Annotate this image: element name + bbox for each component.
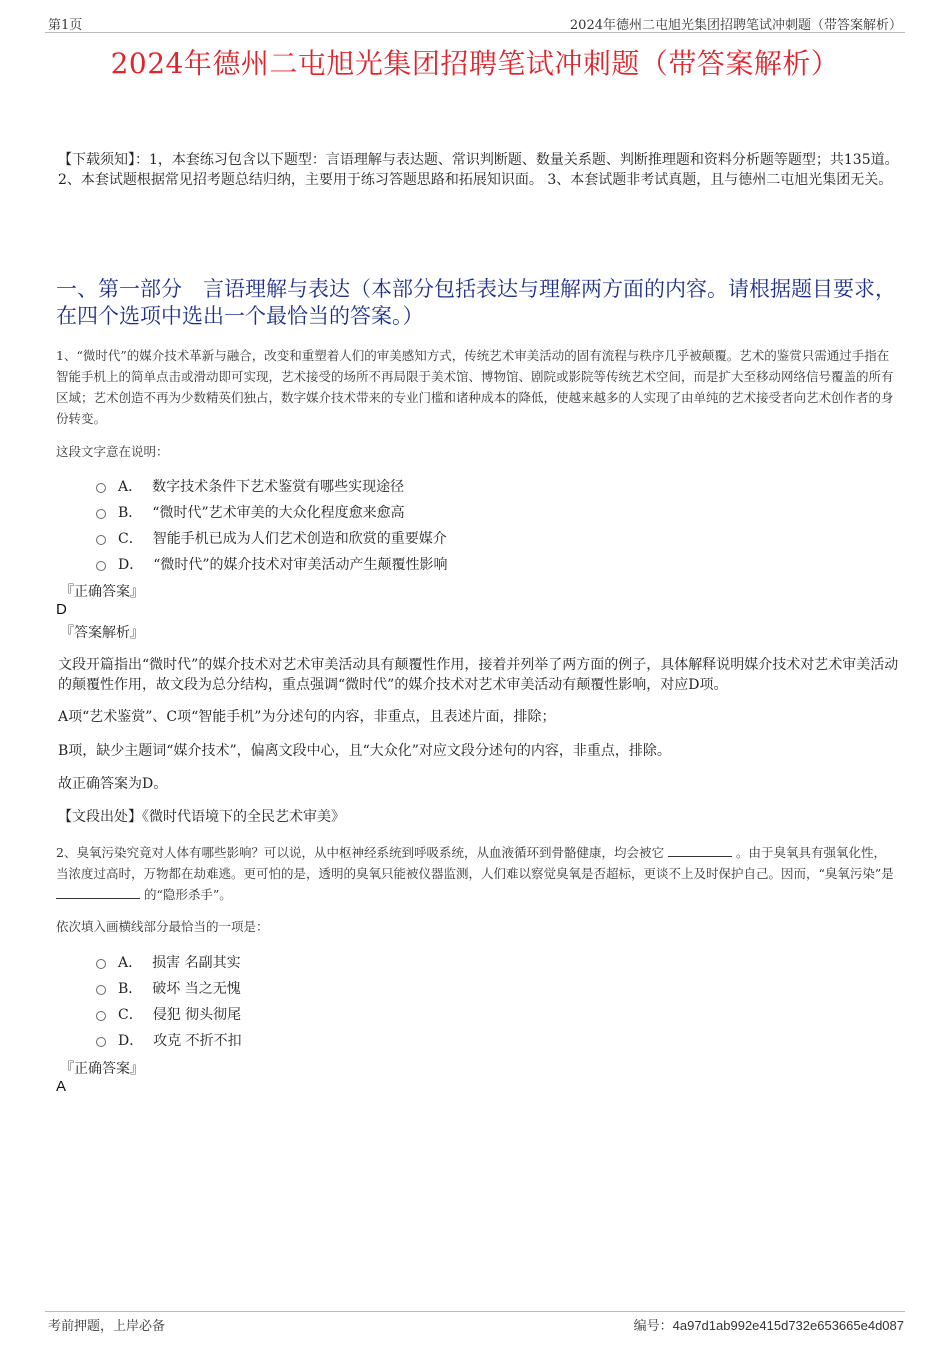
radio-icon[interactable]	[96, 509, 106, 519]
answer-label: 『正确答案』	[60, 1061, 144, 1077]
fill-blank[interactable]	[56, 886, 140, 899]
source-citation: 【文段出处】《微时代语境下的全民艺术审美》	[58, 809, 345, 825]
section-heading: 一、第一部分 言语理解与表达（本部分包括表达与理解两方面的内容。请根据题目要求，在四个选项中选出一个最恰当的答案。）	[56, 277, 896, 328]
q2-option-d[interactable]	[96, 1030, 242, 1050]
analysis-paragraph: 文段开篇指出“微时代”的媒介技术对艺术审美活动具有颠覆性作用，接着并列举了两方面的例子，具体解释说明媒介技术对艺术审美活动的颠覆性作用，故文段为总分结构，重点强调“微时代”的媒介技术对艺术审美活动有颠覆性影响，对应D项。	[58, 657, 899, 693]
option-text: “微时代”的媒介技术对审美活动产生颠覆性影响	[153, 557, 448, 573]
option-letter: B．	[118, 981, 143, 997]
radio-icon[interactable]	[96, 483, 106, 493]
q1-option-c[interactable]	[96, 528, 447, 548]
option-letter: C．	[118, 531, 143, 547]
option-letter: D．	[118, 1033, 144, 1049]
footer-divider	[45, 1311, 905, 1312]
running-title: 2024年德州二屯旭光集团招聘笔试冲刺题（带答案解析）	[569, 18, 902, 33]
q1-option-a[interactable]	[96, 476, 404, 496]
q1-option-b[interactable]	[96, 502, 405, 522]
radio-icon[interactable]	[96, 535, 106, 545]
option-text: 侵犯 彻头彻尾	[152, 1007, 242, 1023]
answer-value: D	[56, 601, 67, 618]
analysis-paragraph: A项“艺术鉴赏”、C项“智能手机”为分述句的内容，非重点，且表述片面，排除；	[58, 709, 556, 725]
footer-slogan: 考前押题，上岸必备	[48, 1319, 166, 1334]
option-letter: A．	[118, 955, 143, 971]
option-text: 智能手机已成为人们艺术创造和欣赏的重要媒介	[152, 531, 447, 547]
q2-text-part: 。由于臭氧具有强氧化性，当浓度过高时，万物都在劫难逃。更可怕的是，透明的臭氧只能被仪器监测，人们难以察觉臭氧是否超标，更谈不上及时保护自己。因而，“臭氧污染”是	[56, 845, 894, 881]
code-label: 编号：	[633, 1319, 673, 1334]
radio-icon[interactable]	[96, 1037, 106, 1047]
option-letter: C．	[118, 1007, 143, 1023]
answer-label: 『正确答案』	[60, 584, 144, 600]
analysis-paragraph: B项，缺少主题词“媒介技术”，偏离文段中心，且“大众化”对应文段分述句的内容，非重点，排除。	[58, 743, 671, 759]
option-letter: B．	[118, 505, 143, 521]
option-text: “微时代”艺术审美的大众化程度愈来愈高	[152, 505, 405, 521]
q2-option-a[interactable]	[96, 952, 241, 972]
q2-text-part: 的“隐形杀手”。	[143, 887, 232, 902]
analysis-paragraph: 故正确答案为D。	[58, 776, 168, 792]
document-code	[634, 1315, 904, 1334]
header-divider	[45, 32, 905, 33]
option-letter: D．	[118, 557, 144, 573]
question-1-prompt: 这段文字意在说明：	[56, 444, 169, 459]
q2-text-part: 2、臭氧污染究竟对人体有哪些影响？可以说，从中枢神经系统到呼吸系统，从血液循环到骨骼健康，均会被它	[56, 845, 664, 860]
q2-option-b[interactable]	[96, 978, 241, 998]
document-title: 2024年德州二屯旭光集团招聘笔试冲刺题（带答案解析）	[110, 47, 840, 80]
answer-value: A	[56, 1078, 67, 1095]
radio-icon[interactable]	[96, 1011, 106, 1021]
option-letter: A．	[118, 479, 143, 495]
radio-icon[interactable]	[96, 561, 106, 571]
page-number: 第1页	[48, 18, 83, 33]
radio-icon[interactable]	[96, 959, 106, 969]
q1-option-d[interactable]	[96, 554, 448, 574]
radio-icon[interactable]	[96, 985, 106, 995]
code-value: 4a97d1ab992e415d732e653665e4d087	[672, 1318, 904, 1333]
option-text: 破坏 当之无愧	[152, 981, 241, 997]
question-2-text	[56, 842, 898, 905]
fill-blank[interactable]	[668, 844, 732, 857]
question-2-prompt: 依次填入画横线部分最恰当的一项是：	[56, 919, 269, 934]
option-text: 攻克 不折不扣	[153, 1033, 242, 1049]
q2-option-c[interactable]	[96, 1004, 241, 1024]
option-text: 损害 名副其实	[152, 955, 241, 971]
question-1-text: 1、“微时代”的媒介技术革新与融合，改变和重塑着人们的审美感知方式，传统艺术审美活动的固有流程与秩序几乎被颠覆。艺术的鉴赏只需通过手指在智能手机上的简单点击或滑动即可实现，艺术接受的场所不再局限于美术馆、博物馆、剧院或影院等传统艺术空间，而是扩大至移动网络信号覆盖的所有区域；艺术创造不再为少数精英们独占，数字媒介技术带来的专业门槛和诸种成本的降低，使越来越多的人实现了由单纯的艺术接受者向艺术创作者的身份转变。	[56, 348, 894, 426]
option-text: 数字技术条件下艺术鉴赏有哪些实现途径	[152, 479, 405, 495]
analysis-label: 『答案解析』	[60, 625, 144, 641]
download-notice: 【下载须知】：1，本套练习包含以下题型：言语理解与表达题、常识判断题、数量关系题、判断推理题和资料分析题等题型；共135道。 2、本套试题根据常见招考题总结归纳，主要用于练习答题思路和拓展知识面。 3、本套试题非考试真题，且与德州二屯旭光集团无关。	[58, 152, 899, 188]
